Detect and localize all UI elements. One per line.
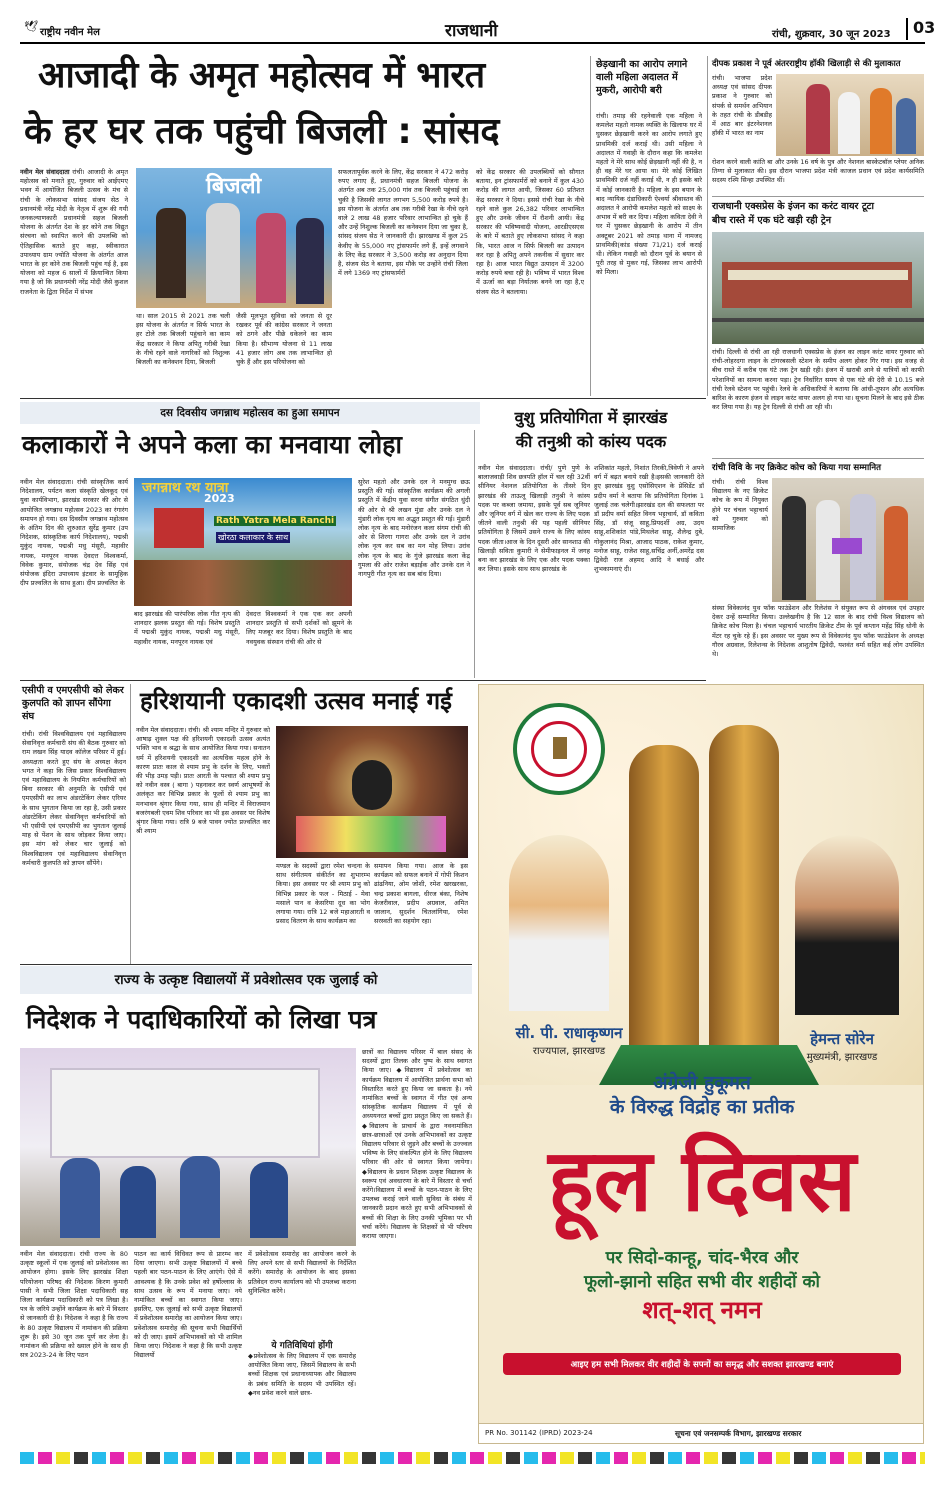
- cm-name: हेमन्त सोरेन: [810, 1030, 874, 1048]
- school-col2: पाठन का कार्य विधिवत रूप से प्रारम्भ कर दिया जाएगा। सभी उत्कृष्ट विद्यालयों में बच्चे पहली बार पठन-पाठन के लिए आएंगे। ऐसे में आवश्यक है कि उनके प्रवेश को हर्षोल्लास के साथ उत्सव के रूप में मनाया जाए। नये नामांकित बच्चों का स्वागत किया जाए। इसलिए, एक जुलाई को सभी उत्कृष्ट विद्यालयों में प्रवेशोत्सव समारोह का आयोजन किया जाए। प्रवेशोत्सव समारोह की सूचना सभी विद्यार्थियों को दी जाए। इसमें अभिभावकों को भी शामिल किया जाए। निदेशक ने कहा है कि सभी उत्कृष्ट विद्यालयों: [134, 1250, 242, 1360]
- page-number: 03: [913, 18, 936, 37]
- jagannath-col3: देवदत्त विश्वकर्मा ने एक एक कर अपनी शानदार प्रस्तुति से सभी दर्शकों को झूमने के लिए मजबूर कर दिया। विशेष प्रस्तुति के बाद नवयुवक संस्थान रांची की ओर से: [246, 610, 352, 646]
- cricket-felicitation-photo: [772, 478, 924, 602]
- hockey-headline: दीपक प्रकाश ने पूर्व अंतरराष्ट्रीय हॉकी खिलाड़ी से की मुलाकात: [712, 58, 901, 68]
- martyr-statue-right: [709, 725, 779, 1055]
- dateline: रांची, शुक्रवार, 30 जून 2023: [772, 29, 891, 40]
- masthead: [20, 14, 936, 44]
- jagannath-col2: बाद झारखंड की पारंपरिक लोक गीत नृत्य की शानदार झलक प्रस्तुत की गई। विशेष प्रस्तुति में पद्मश्री मुकुंद नायक, पद्मश्री मधु मंसूरी, महावीर नायक, मनपूरन नायक एवं: [134, 610, 240, 646]
- school-side-col: छात्रों का विद्यालय परिसर में बाल संसद के सदस्यों द्वारा तिलक और पुष्प के साथ स्वागत किया जाए। ◆विद्यालय में प्रवेशोत्सव का कार्यक्रम विद्यालय में आयोजित प्रार्थना सभा को विस्तारित करते हुए किया जा सकता है। नये नामांकित बच्चों के स्वागत में गीत एवं अन्य सांस्कृतिक कार्यक्रम विद्यालय में पूर्व से अध्ययनरत बच्चों द्वारा प्रस्तुत किए जा सकते हैं। ◆विद्यालय के प्राचार्य के द्वारा नवनामांकित छात्र-छात्राओं एवं उनके अभिभावकों का उत्कृष्ट विद्यालय परिवार से जुड़ने और बच्चों के उज्ज्वल भविष्य के लिए संकल्पित होने के लिए विद्यालय परिवार की ओर से स्वागत किया जायेगा। ◆विद्यालय के प्रधान शिक्षक उत्कृष्ट विद्यालय के स्वरूप एवं अवधारणा के बारे में विस्तार से चर्चा करेंगे।विद्यालय में बच्चों के पठन-पाठन के लिए उपलब्ध कराई जाने वाली सुविधा के संबंध में जानकारी प्रदान करते हुए सभी अभिभावकों से बच्चों की शिक्षा के लिए उनकी भूमिका पर भी चर्चा करेंगे। विद्यालय के शिक्षकों से भी परिचय कराया जाएगा।: [362, 1048, 472, 1241]
- ad-tagline-line1: अंग्रेजी हुकूमत: [653, 1072, 751, 1094]
- ad-banner-text: आइए हम सभी मिलकर वीर शहीदों के सपनों का समृद्ध और सशक्त झारखण्ड बनाएं: [570, 1360, 834, 1370]
- section-title: राजधानी: [445, 21, 498, 41]
- ad-tribute-line2: फूलो-झानो सहित सभी वीर शहीदों को: [584, 1272, 820, 1292]
- train-headline-line1: राजधानी एक्सप्रेस के इंजन का करंट वायर टूटा: [712, 201, 874, 212]
- train-body: रांची। दिल्ली से रांची आ रही राजधानी एक्सप्रेस के इंजन का लाइन करंट वायर गुरुवार को रांची-लोहरदगा लाइन के टांगरबसली स्टेशन के समीप अलग होकर गिर गया। इस वजह से बीच रास्ते में करीब एक घंटे तक ट्रेन खड़ी रही। इंजन में खराबी आने से यात्रियों को काफी परेशानियों का सामना करना पड़ा। ट्रेन निर्धारित समय से एक घंटे की देरी से 10.15 बजे रांची रेलवे स्टेशन पर पहुंची। रेलवे के अधिकारियों ने बताया कि आंधी-तूफान और अत्यधिक बारिश के कारण इंजन से लाइन करंट वायर अलग हो गया था। सूचना मिलने के बाद इसे ठीक कर लिया गया है। यह ट्रेन दिल्ली से रांची आ रही थी।: [712, 348, 924, 412]
- court-col: रांची। तमाड़ की रहनेवाली एक महिला ने कमलेश महतो नामक व्यक्ति के खिलाफ घर में घुसकर छेड़खानी करने का आरोप लगाते हुए प्राथमिकी दर्ज कराई थी। उसी महिला ने अदालत में गवाही के दौरान कहा कि कमलेश महतो ने मेरे साथ कोई छेड़खानी नहीं की है, न ही वह मेरे घर आया था। मेरे कोई लिखित प्राथमिकी दर्ज नहीं कराई थी, न ही इसके बारे में कोई जानकारी है। महिला के इस बयान के बाद न्यायिक दंडाधिकारी ऐश्वर्या श्रीवास्तव की अदालत ने आरोपी कमलेश महतो को साक्ष्य के अभाव में बरी कर दिया। महिला कविता देवी ने घर में घुसकर छेड़खानी के आरोप में तीन अक्टूबर 2021 को तमाड़ थाना में नामजद प्राथमिकी(कांड संख्या 71/21) दर्ज कराई थी। लेकिन गवाही को दौरान पूर्व के बयान से पूरी तरह से मुकर गई, जिसका लाभ आरोपी को मिला।: [596, 112, 702, 277]
- ekadashi-col3: समापन किया गया। आज के इस कार्यक्रम को सफल बनाने में गोपी किशन ढांढनिया, ओम जोशी, रमेश खरखरका, चन्द्र प्रकाश बागला, धीरज बंका, निशेष केजरीवाल, प्रदीप अग्रवाल, अमित जालान, सुदर्शन चितलांगिया, रमेश सरस्वती का सहयोग रहा।: [374, 862, 468, 926]
- rath-yatra-photo-year: 2023: [204, 492, 235, 505]
- school-subhead: ये गतिविधियां होंगी: [271, 1341, 333, 1351]
- ad-department: सूचना एवं जनसम्पर्क विभाग, झारखण्ड सरकार: [675, 1429, 802, 1438]
- rath-yatra-photo-caption: Rath Yatra Mela Ranchi: [216, 516, 335, 526]
- hockey-meeting-photo: [776, 74, 924, 156]
- train-photo: [712, 232, 924, 344]
- governor-portrait: [509, 835, 609, 1011]
- story1-col5: को केंद्र सरकार की उपलब्धियों को सौगात बताया, इन ट्रांसफार्मरों को बनाने में कुल 430 करोड़ की लागत आयी, जिसका 60 प्रतिशत केंद्र सरकार ने दिया। इससे रांची रेखा के नीचे रहने वाले कुल 26,382 परिवार लाभान्वित हुए और उनके जीवन में रौशनी आयी। केंद्र सरकार की भविष्यवादी योजना, आरडीएसएस के बारे में बताते हुए लोकसभा सांसद ने कहा कि, भारत आज न सिर्फ बिजली का उत्पादन कर रहा है अपितु अपने तकनीक में सुधार कर रहा है। आज भारत विद्युत उत्पादन में 3200 करोड़ रुपये बचा रही है। भविष्य में भारत विश्व में ऊर्जा का बड़ा निर्यातक बनने जा रहा है,ए संजय सेठ ने बतलाया।: [476, 168, 584, 296]
- governor-title: राज्यपाल, झारखण्ड: [532, 1046, 606, 1057]
- rath-yatra-photo: [134, 478, 352, 606]
- school-col3b: ◆प्रवेशोत्सव के लिए विद्यालय में एक समारोह आयोजित किया जाए, जिसमें विद्यालय के सभी बच्चों शिक्षक एवं प्रधानाध्यापक और विद्यालय के प्रबंध समिति के सदस्य भी उपस्थित रहें। ◆नव प्रवेश करने वाले छात्र-: [248, 1352, 356, 1397]
- paper-name: राष्ट्रीय नवीन मेल: [40, 27, 100, 38]
- hockey-col2: रोशन करने वाली कांति बा और उनके 16 वर्ष के पुत्र और नेशनल बास्केटबॉल प्लेयर अनिक तिग्गा से मुलाकात की। इस दौरान भाजपा प्रदेश मंत्री काजल प्रधान एवं प्रदेश कार्यसमिति सदस्य रश्मि सिन्हा उपस्थित थीं।: [712, 158, 924, 185]
- wushu-col1: नवीन मेल संवाददाता। रांची/ पुणे पुणे के बालाजवाड़ी शिव छत्रपति हॉल में चल रही 32वीं सीनियर नेशनल प्रतियोगिता के तीसरे दिन झारखंड की ताऊलू खिलाड़ी तनुश्री ने कांस्य पदक पर कब्जा जमाया, इसके पूर्व सब जूनियर और जूनियर वर्ग में खेल कर राज्य के लिए पदक जीतने वाली तनुश्री की यह पहली सीनियर प्रतियोगिता है जिसमें उसने राज्य के लिए कांस्य पदक जीता।आज के दिन दूसरी ओर सानशाउ की खिलाड़ी सविता कुमारी ने सेमीफाइनल में जगह बना कर झारखंड के लिए एक और पदक पक्का कर लिया। इसके साथ साथ झारखंड के: [478, 464, 590, 574]
- vc-headline: एसीपी व एमएसीपी को लेकर कुलपति को ज्ञापन सौंपेगा संघ: [22, 685, 124, 722]
- ekadashi-col1: नवीन मेल संवाददाता। रांची। श्री श्याम मन्दिर में गुरुवार को आषाढ़ शुक्ल पक्ष की हरिशयनी एकादशी उत्सव अत्यंत भक्ति भाव व श्रद्धा के साथ आयोजित किया गया। सनातन धर्म में हरिशयनी एकादशी का अत्यधिक महत्व होने के कारण प्रातः काल से श्याम प्रभु के दर्शन के लिए, भक्तों की भीड़ उमड़ पड़ी। प्रातः आरती के पश्चात श्री श्याम प्रभु को नवीन वस्त्र ( बागा ) पहनाकर कर स्वर्ण आभूषणों के अलंकृत कर विभिन्न प्रकार के फूलों से श्याम प्रभु का मनभावन श्रृंगार किया गया, साथ ही मन्दिर में विराजमान बजरंगबली एवम शिव परिवार का भी इस अवसर पर विशेष श्रृंगार किया गया। रात्रि 9 बजे पावन ज्योत प्रज्वलित कर श्री श्याम: [136, 726, 270, 836]
- ad-tribute-line1: पर सिदो-कान्हू, चांद-भैरव और: [605, 1248, 799, 1268]
- jagannath-col4: सुरेश महतो और उनके दल ने मनमुग्ध छऊ प्रस्तुति की गई। सांस्कृतिक कार्यक्रम की अगली प्रस्तुति में केंद्रीय युवा सरना संगीत संगठित धुंदी की ओर से श्री लखन मुंडा और उनके दल ने मुंडारी लोक नृत्य का अद्भुत प्रस्तुत की गई। मुंडारी लोक नृत्य के बाद मनोरंजन कला संगम रांची की ओर से शिरगा गागरा और उनके दल ने उरांव लोक नृत्य कर सब का मन मोह लिया। उरांव लोक नृत्य के बाद के गुंजे झारखंड कला केंद्र गुमला की ओर राजेश बड़ाईक और उनके दल ने नागपुरी गीत नृत्य का सब बांध दिया।: [358, 478, 470, 579]
- ad-event-title: हूल दिवस: [548, 1131, 856, 1231]
- cricket-headline: रांची विवि के नए क्रिकेट कोच को किया गया सम्मानित: [712, 463, 882, 473]
- hul-diwas-ad: [478, 684, 924, 1444]
- jagannath-kicker: दस दिवसीय जगन्नाथ महोत्सव का हुआ समापन: [160, 407, 340, 419]
- bijli-utsav-photo: बिजली: [136, 168, 332, 308]
- cm-portrait: [795, 835, 899, 1015]
- hockey-col1: रांची। भाजपा प्रदेश अध्यक्ष एवं सांसद दीपक प्रकाश ने गुरुवार को संपर्क से समर्थन अभियान के तहत रांची के डीबडीह में आठ बार इंटरनेशनल हॉकी में भारत का नाम: [712, 74, 772, 138]
- ad-pr-number: PR No. 301142 (IPRD) 2023-24: [485, 1429, 593, 1437]
- school-col1: नवीन मेल संवाददाता। रांची राज्य के 80 उत्कृष्ट स्कूलों में एक जुलाई को प्रवेशोत्सव का आयोजन होगा। इसके लिए झारखंड शिक्षा परियोजना परिषद की निदेशक किरण कुमारी पासी ने सभी जिला शिक्षा पदाधिकारी सह जिला कार्यक्रम पदाधिकारी को पत्र लिखा है। पत्र के जरिये उन्होंने कार्यक्रम के बारे में विस्तार से जानकारी दी है। निदेशक ने कहा है कि राज्य के 80 उत्कृष्ट विद्यालय में नामांकन की प्रक्रिया शुरू है। इसे 30 जून तक पूर्ण कर लेना है। नामांकन की प्रक्रिया को ख्याल होने के साथ ही सत्र 2023-24 के लिए पठन: [20, 1250, 128, 1360]
- story1-col2: था। साल 2015 से 2021 तक चली इस योजना के अंतर्गत न सिर्फ भारत के हर टोले तक बिजली पहुंचाने का काम केंद्र सरकार ने किया अपितु गरीबी रेखा के नीचे रहने वाले नागरिकों को निशुल्क बिजली का कनेक्शन दिया, बिजली: [136, 312, 230, 367]
- vc-col: रांची। रांची विश्वविद्यालय एवं महाविद्यालय सेवानिवृत्त कर्मचारी संघ की बैठक गुरुवार को राम लखन सिंह यादव कॉलेज परिसर में हुई। अध्यक्षता करते हुए संघ के अध्यक्ष केदन भगत ने कहा कि जिस प्रकार विश्वविद्यालय एवं महाविद्यालय के नियमित कर्मचारियों को बिना सरकार की अनुमति के एसीपी एवं एमएसीपी का लाभ अंडरटेकिंग लेकर एरियर के साथ भुगतान किया जा रहा है, उसी प्रकार अंडरटेकिंग लेकर सेवानिवृत्त कर्मचारियों को भी एसीपी एवं एमएसीपी का भुगतान जुलाई माह से पेंशन के साथ जोड़कर किया जाए। इस मांग को लेकर चार जुलाई को विश्वविद्यालय एवं महाविद्यालय सेवानिवृत्त कर्मचारी कुलपति को ज्ञापन सौंपेंगे।: [22, 730, 126, 867]
- jagannath-col1: नवीन मेल संवाददाता। रांची सांस्कृतिक कार्य निदेशालय, पर्यटन कला संस्कृति खेलकूद एवं युवा कार्यविभाग, झारखंड सरकार की ओर से आयोजित जगन्नाथ महोत्सव 2023 का रंगारंग समापन हो गया। दस दिवसीय जगन्नाथ महोत्सव के अंतिम दिन की शुरुआत सुरेंद्र कुमार (उप निदेशक, सांस्कृतिक कार्य निदेशालय), पद्मश्री मुकुंद नायक, पद्मश्री मधु मंसूरी, महावीर नायक, मनपूरन नायक देवदत्त विश्वकर्मा, विवेक कुमार, संयोजक चंद्र देव सिंह एवं संयोजक इंदिरा उपाध्याय इंटवार के सामूहिक दीप प्रज्वलित के साथ हुआ। दीप प्रज्वलित के: [20, 478, 128, 588]
- rath-yatra-photo-subcaption: खोरठा कलाकार के साथ: [218, 533, 289, 542]
- cm-title: मुख्यमंत्री, झारखण्ड: [806, 1052, 878, 1063]
- ad-tribute-line3: शत्-शत् नमन: [642, 1296, 762, 1324]
- ad-tagline-line2: के विरुद्ध विद्रोह का प्रतीक: [609, 1096, 795, 1118]
- shyam-baba-photo: [276, 726, 468, 858]
- governor-name: सी. पी. राधाकृष्णन: [515, 1024, 623, 1042]
- story1-col1: नवीन मेल संवाददाता रांची। आजादी के अमृत महोत्सव को मनाते हुए, गुरुवार को आईएमए भवन में आयोजित बिजली उत्सव के मंच से रांची के लोकसभा सांसद संजय सेठ ने प्रधानमंत्री नरेंद्र मोदी के नेतृत्व में शुरू की गयी जनकल्याणकारी प्रधानमंत्री सहज बिजली योजना के अंतर्गत देश के हर कोने तक विद्युत संरचना को स्थापित करने की उपलब्धि को ऐतिहासिक बताते हुए कहा, स्वीकारात उपाध्याय ग्राम ज्योति योजना के अंतर्गत आज भारत के हर कोने तक बिजली पहुंच गई है, इस योजना को महज 6 सालों में क्रियान्वित किया गया है जो कि प्रधानमंत्री नरेंद्र मोदी जैसे कुशल राजनेता के द्विता निर्देश में संभव: [20, 168, 128, 296]
- school-children-photo: [20, 1048, 356, 1246]
- train-headline-line2: बीच रास्ते में एक घंटे खड़ी रही ट्रेन: [712, 215, 832, 226]
- jharkhand-emblem-icon: [513, 703, 605, 795]
- court-headline: छेड़खानी का आरोप लगाने वाली महिला अदालत में मुकरी, आरोपी बरी: [596, 59, 688, 96]
- ekadashi-col2: मण्डल के सदस्यों द्वारा रमेश चन्दना के साथ संगीतमय संकीर्तन का शुभारम्भ किया। इस अवसर पर श्री श्याम प्रभु को विभिन्न प्रकार के फल - मिठाई - मेवा मसाले पान व केसरिया दूध का भोग लगाया गया। रात्रि 12 बजे महाआरती व प्रसाद वितरण के साथ कार्यक्रम का: [276, 862, 370, 926]
- ekadashi-headline: हरिशयानी एकादशी उत्सव मनाई गई: [140, 687, 452, 715]
- school-headline: निदेशक ने पदाधिकारियों को लिखा पत्र: [26, 1005, 377, 1034]
- cricket-col1: रांची। रांची विश्व विद्यालय के नए क्रिकेट कोच के रूप में नियुक्त होने पर चंचल भट्टाचार्य को गुरुवार को सामाजिक: [712, 478, 768, 533]
- wushu-headline-line1: वुशु प्रतियोगिता में झारखंड: [514, 408, 668, 427]
- story1-col4: सफलतापूर्वक करने के लिए, केंद्र सरकार ने 472 करोड़ रुपए लगाए हैं, प्रधानमंत्री सहज बिजली योजना के अंतर्गत अब तक 25,000 गांव तक बिजली पहुंचाई जा चुकी है जिसकी लागत लगभग 5,500 करोड़ रुपये है। इस योजना के अंतर्गत अब तक गरीबी रेखा के नीचे रहने वाले 2 लाख 48 हजार परिवार लाभान्वित हो चुके हैं और उन्हें निशुल्क बिजली का कनेक्शन दिया जा चुका है, सांसद संजय सेठ ने जानकारी दी। झारखण्ड में कुल 25 केवीए के 55,000 नए ट्रांसफार्मर लगे हैं, इन्हें लगवाने के लिए केंद्र सरकार ने 3,500 करोड़ का अनुदान दिया है, संजय सेठ ने बताया, इस मौके पर उन्होंने रांची जिला में लगे 1369 नए ट्रांसफार्मरों: [338, 168, 468, 278]
- story1-col3: जैसी मूलभूत सुविधा को जनता से दूर रखकर पूर्व की कांग्रेस सरकार ने जनता को ठगने और पीछे धकेलने का काम किया है। सौभाग्य योजना से 11 लाख 41 हजार लोग अब तक लाभान्वित हो चुके हैं और इस परियोजना को: [236, 312, 332, 367]
- footer-color-strip: [20, 1452, 925, 1464]
- story1-headline-line1: आजादी के अमृत महोत्सव में भारत: [38, 55, 485, 96]
- wushu-headline-line2: की तनुश्री को कांस्य पदक: [515, 432, 667, 451]
- school-kicker: राज्य के उत्कृष्ट विद्यालयों में प्रवेशोत्सव एक जुलाई को: [114, 972, 378, 988]
- story1-headline-line2: के हर घर तक पहुंची बिजली : सांसद: [24, 111, 499, 152]
- rath-yatra-photo-title: जगन्नाथ रथ यात्रा: [142, 480, 229, 496]
- page-divider: [906, 18, 908, 40]
- bird-logo-icon: 🕊: [24, 20, 38, 33]
- martyr-statue-left: [629, 745, 699, 1055]
- school-col3: में प्रवेशोत्सव समारोह का आयोजन करने के लिए अपने स्तर से सभी विद्यालयों के निर्देशित करेंगे। समारोह के आयोजन के बाद इसका प्रतिवेदन राज्य कार्यालय को भी उपलब्ध कराना सुनिश्चित करेंगे।: [248, 1250, 356, 1295]
- wushu-col2: शशिकांत महतो, निशांत तिरकी,त्रिवेणी ने अपने वर्ग में बढ़त बनाये रखी है।इसकी जानकारी देते हुए झारखंड वुशु एसोसिएशन के प्रेसिडेंट डॉ प्रदीप वर्मा ने बताया कि प्रतियोगिता दिनांक 1 जुलाई तक चलेगी।झारखंड दल की सफलता पर डॉ प्रदीप वर्मा सहित विनय भट्टाचार्य, डॉ कविता सिंह, डॉ संजू साहू,प्रियदर्शी अग्र, उदय साहू,शशिकांत पांडे,मिथलेश साहू, शैलेन्द्र दुबे, गोकुलानंद मिश्रा, आजाद पाठक, राकेश कुमार, मनोज साहू, राजेश साहू,सचिंद्र अर्नी,अमरेंद्र दस द्विवेदी राज अहमद आदि ने बधाई और शुभकामनाएं दी।: [594, 464, 704, 574]
- cricket-body: संस्था विवेकानंद युथ फॉक फाउंडेशन और रिलेशंस ने संयुक्त रूप से अंगवस्त्र एवं उपहार देकर उन्हें सम्मानित किया। उल्लेखनीय है कि 12 साल के बाद रांची विश्व विद्यालय को क्रिकेट कोच मिला है। चंचल भट्टाचार्य भारतीय क्रिकेट टीम के पूर्व कप्तान महेंद्र सिंह धोनी के मेंटर रह चुके रहे हैं। इस अवसर पर मुख्य रूप से विवेकानंद युथ फॉक फाउंडेशन के अध्यक्ष गौरव अग्रवाल, रिलेशन्स के निदेशक आशुतोष द्विवेदी, यशवंत वर्मा सहित कई लोग उपस्थित थे।: [712, 604, 924, 659]
- jagannath-headline: कलाकारों ने अपने कला का मनवाया लोहा: [22, 430, 402, 459]
